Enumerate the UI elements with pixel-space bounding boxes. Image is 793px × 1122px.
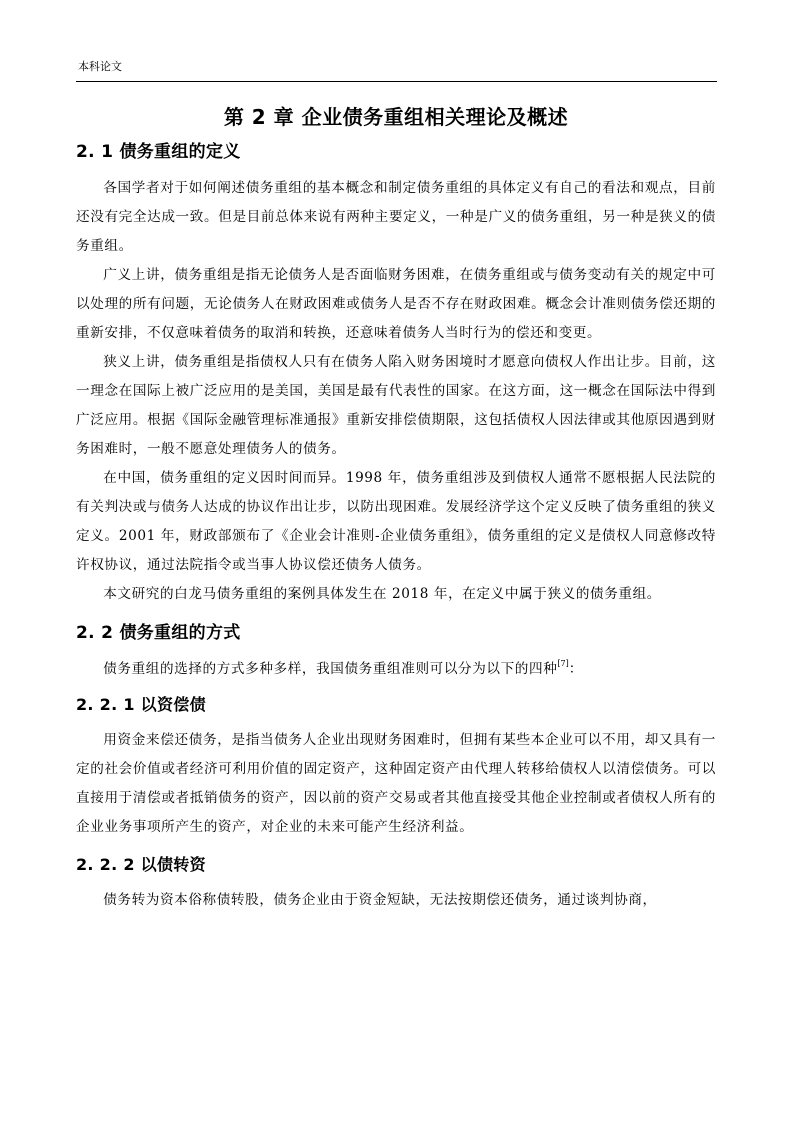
intro-tail: ： — [568, 661, 583, 677]
paragraph: 狭义上讲，债务重组是指债权人只有在债务人陷入财务困境时才愿意向债权人作出让步。目前，这一理念在国际上被广泛应用的是美国，美国是最有代表性的国家。在这方面，这一概念在国际法中得到广泛应用。根据《国际金融管理标准通报》重新安排偿债期限，这包括债权人因法律或其他原因遇到财务困难时，一般不愿意处理债务人的债务。 — [76, 354, 716, 457]
paragraph: 债务转为资本俗称债转股，债务企业由于资金短缺，无法按期偿还债务，通过谈判协商， — [103, 892, 657, 908]
paragraph: 本文研究的白龙马债务重组的案例具体发生在 2018 年，在定义中属于狭义的债务重组。 — [103, 586, 661, 602]
chapter-title: 第 2 章 企业债务重组相关理论及概述 — [223, 105, 569, 129]
intro-text: 债务重组的选择的方式多种多样，我国债务重组准则可以分为以下的四种 — [103, 661, 558, 677]
citation-ref: [7] — [557, 659, 569, 668]
section-heading-definition: 2. 1 债务重组的定义 — [76, 142, 241, 162]
paragraph: 广义上讲，债务重组是指无论债务人是否面临财务困难，在债务重组或与债务变动有关的规定中可以处理的所有问题，无论债务人在财政困难或债务人是否不存在财政困难。概念会计准则债务偿还期的重新安排，不仅意味着债务的取消和转换，还意味着债务人当时行为的偿还和变更。 — [76, 267, 716, 341]
subsection-heading-debt-to-equity: 2. 2. 2 以债转资 — [76, 855, 206, 874]
running-header: 本科论文 — [78, 60, 122, 73]
subsection-heading-asset-repayment: 2. 2. 1 以资偿债 — [76, 695, 206, 714]
paragraph-intro — [76, 655, 716, 684]
paragraph: 在中国，债务重组的定义因时间而异。1998 年，债务重组涉及到债权人通常不愿根据人民法院的有关判决或与债务人达成的协议作出让步，以防出现困难。发展经济学这个定义反映了债务重组的狭义定义。2001 年，财政部颁布了《企业会计准则-企业债务重组》，债务重组的定义是债权人同意修改特许权协议，通过法院指令或当事人协议偿还债务人债务。 — [76, 470, 716, 573]
paragraph: 用资金来偿还债务，是指当债务人企业出现财务困难时，但拥有某些本企业可以不用，却又具有一定的社会价值或者经济可利用价值的固定资产，这种固定资产由代理人转移给债权人以清偿债务。可以直接用于清偿或者抵销债务的资产，因以前的资产交易或者其他直接受其他企业控制或者债权人所有的企业业务事项所产生的资产，对企业的未来可能产生经济利益。 — [76, 732, 716, 835]
paragraph: 各国学者对于如何阐述债务重组的基本概念和制定债务重组的具体定义有自己的看法和观点，目前还没有完全达成一致。但是目前总体来说有两种主要定义，一种是广义的债务重组，另一种是狭义的债务重组。 — [76, 180, 716, 254]
section-heading-methods: 2. 2 债务重组的方式 — [76, 623, 241, 643]
page-body — [76, 100, 716, 915]
header-rule — [76, 81, 717, 82]
